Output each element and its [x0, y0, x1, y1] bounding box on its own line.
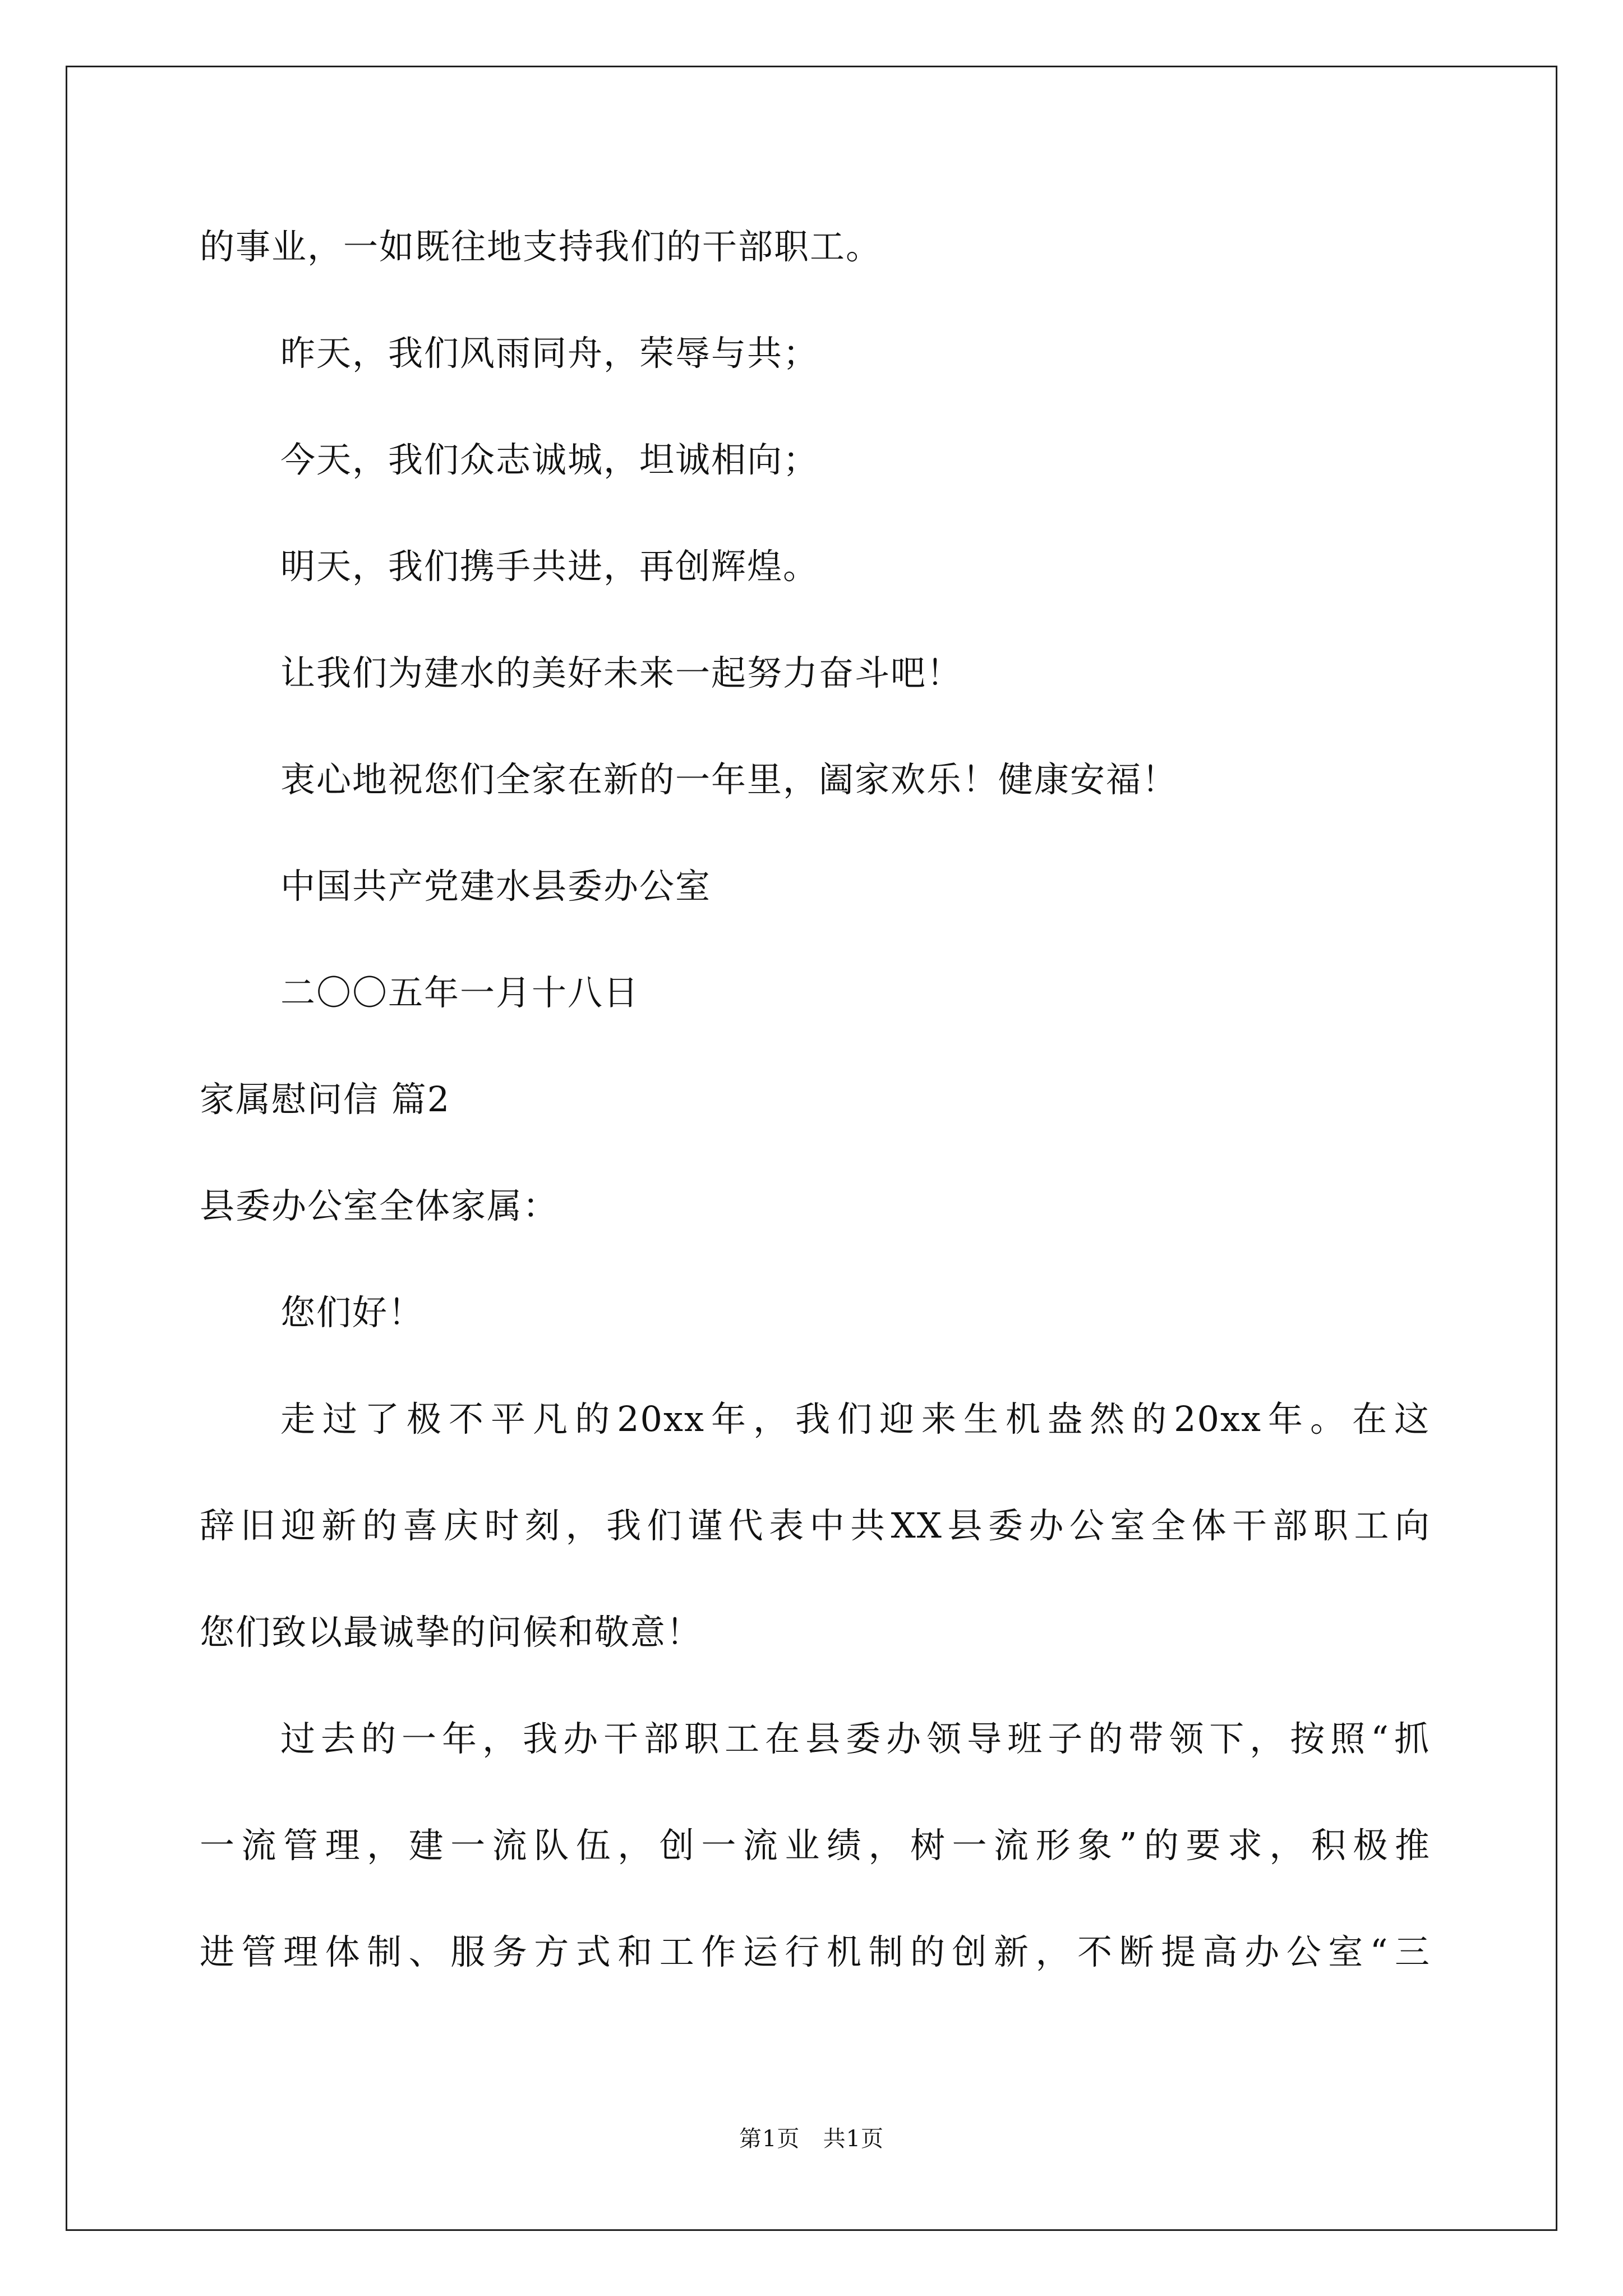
greeting: 您们好！ — [280, 1292, 425, 1333]
text-line-15: 过去的一年，我办干部职工在县委办领导班子的带领下，按照“抓 — [280, 1718, 1430, 1759]
text-line-3: 今天，我们众志诚城，坦诚相向； — [280, 439, 819, 480]
text-line-4: 明天，我们携手共进，再创辉煌。 — [280, 546, 819, 587]
signature-org: 中国共产党建水县委办公室 — [280, 866, 712, 907]
signature-date: 二〇〇五年一月十八日 — [280, 972, 640, 1013]
page-border — [66, 66, 1557, 2231]
page-footer — [0, 2125, 1623, 2153]
page-number: 第1页 — [739, 2126, 800, 2152]
salutation: 县委办公室全体家属： — [200, 1185, 559, 1226]
text-line-13: 辞旧迎新的喜庆时刻，我们谨代表中共XX县委办公室全体干部职工向 — [200, 1505, 1431, 1546]
page-total: 共1页 — [823, 2126, 884, 2152]
text-line-12: 走过了极不平凡的20xx年，我们迎来生机盎然的20xx年。在这 — [280, 1398, 1430, 1439]
text-line-6: 衷心地祝您们全家在新的一年里，阖家欢乐！健康安福！ — [280, 759, 1178, 800]
text-line-5: 让我们为建水的美好未来一起努力奋斗吧！ — [280, 652, 963, 693]
text-line-1: 的事业，一如既往地支持我们的干部职工。 — [200, 226, 882, 267]
section-heading: 家属慰问信 篇2 — [200, 1079, 451, 1120]
text-line-17: 进管理体制、服务方式和工作运行机制的创新，不断提高办公室“三 — [200, 1931, 1431, 1972]
text-line-2: 昨天，我们风雨同舟，荣辱与共； — [280, 333, 819, 374]
text-line-16: 一流管理，建一流队伍，创一流业绩，树一流形象”的要求，积极推 — [200, 1825, 1431, 1866]
text-line-14: 您们致以最诚挚的问候和敬意！ — [200, 1612, 703, 1653]
